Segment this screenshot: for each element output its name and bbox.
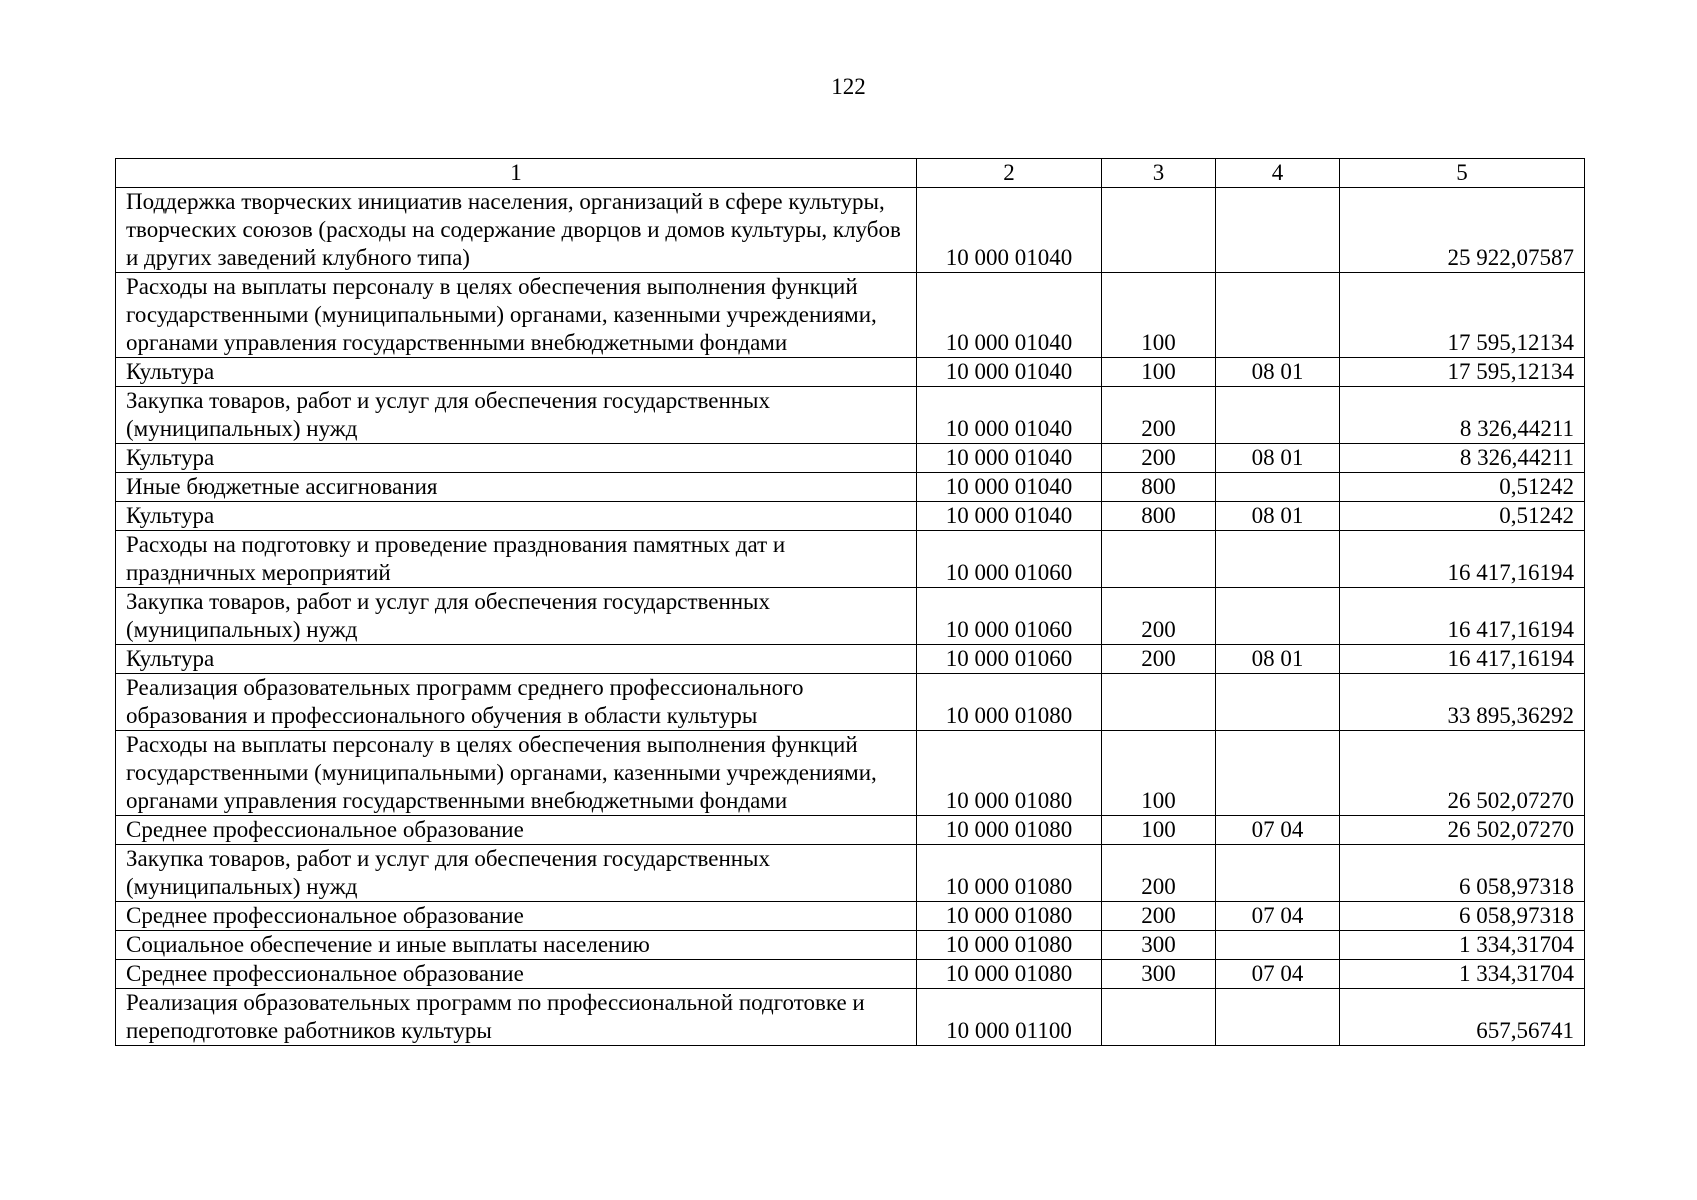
row-target-code: 10 000 01080 xyxy=(917,845,1102,902)
row-name: Расходы на выплаты персоналу в целях обеспечения выполнения функций государственными (муниципальными) органами, казенными учреждениями, органами управления государственными внебюджетными фондами xyxy=(116,731,917,816)
table-row xyxy=(116,674,1585,731)
row-section: 08 01 xyxy=(1216,645,1340,674)
row-amount: 1 334,31704 xyxy=(1340,931,1585,960)
row-amount: 33 895,36292 xyxy=(1340,674,1585,731)
row-expense-type: 200 xyxy=(1102,902,1216,931)
row-section: 07 04 xyxy=(1216,960,1340,989)
row-section xyxy=(1216,387,1340,444)
row-target-code: 10 000 01040 xyxy=(917,358,1102,387)
row-name: Культура xyxy=(116,444,917,473)
row-expense-type: 300 xyxy=(1102,960,1216,989)
budget-table xyxy=(115,158,1585,1046)
row-target-code: 10 000 01080 xyxy=(917,731,1102,816)
table-row xyxy=(116,358,1585,387)
row-name: Среднее профессиональное образование xyxy=(116,960,917,989)
table-row xyxy=(116,387,1585,444)
column-header-5: 5 xyxy=(1340,159,1585,188)
row-amount: 25 922,07587 xyxy=(1340,188,1585,273)
row-name: Расходы на выплаты персоналу в целях обеспечения выполнения функций государственными (муниципальными) органами, казенными учреждениями, органами управления государственными внебюджетными фондами xyxy=(116,273,917,358)
row-expense-type: 100 xyxy=(1102,273,1216,358)
row-target-code: 10 000 01040 xyxy=(917,273,1102,358)
row-amount: 657,56741 xyxy=(1340,989,1585,1046)
row-target-code: 10 000 01040 xyxy=(917,502,1102,531)
table-row xyxy=(116,444,1585,473)
row-expense-type: 200 xyxy=(1102,588,1216,645)
row-name: Социальное обеспечение и иные выплаты населению xyxy=(116,931,917,960)
row-amount: 26 502,07270 xyxy=(1340,816,1585,845)
column-header-1: 1 xyxy=(116,159,917,188)
row-amount: 6 058,97318 xyxy=(1340,845,1585,902)
row-name: Культура xyxy=(116,358,917,387)
row-expense-type: 200 xyxy=(1102,387,1216,444)
row-target-code: 10 000 01060 xyxy=(917,531,1102,588)
row-section xyxy=(1216,188,1340,273)
row-amount: 8 326,44211 xyxy=(1340,387,1585,444)
table-row xyxy=(116,845,1585,902)
row-name: Закупка товаров, работ и услуг для обеспечения государственных (муниципальных) нужд xyxy=(116,387,917,444)
row-amount: 17 595,12134 xyxy=(1340,273,1585,358)
table-row xyxy=(116,960,1585,989)
row-name: Культура xyxy=(116,645,917,674)
table-row xyxy=(116,531,1585,588)
row-target-code: 10 000 01040 xyxy=(917,188,1102,273)
row-amount: 1 334,31704 xyxy=(1340,960,1585,989)
row-expense-type: 800 xyxy=(1102,473,1216,502)
row-target-code: 10 000 01100 xyxy=(917,989,1102,1046)
row-name: Реализация образовательных программ среднего профессионального образования и профессионального обучения в области культуры xyxy=(116,674,917,731)
table-row xyxy=(116,473,1585,502)
row-target-code: 10 000 01040 xyxy=(917,387,1102,444)
row-expense-type xyxy=(1102,989,1216,1046)
row-name: Культура xyxy=(116,502,917,531)
row-target-code: 10 000 01080 xyxy=(917,816,1102,845)
table-header-row xyxy=(116,159,1585,188)
row-amount: 26 502,07270 xyxy=(1340,731,1585,816)
row-expense-type: 100 xyxy=(1102,731,1216,816)
row-target-code: 10 000 01080 xyxy=(917,902,1102,931)
table-row xyxy=(116,188,1585,273)
table-row xyxy=(116,645,1585,674)
row-expense-type: 200 xyxy=(1102,845,1216,902)
row-target-code: 10 000 01060 xyxy=(917,588,1102,645)
row-amount: 16 417,16194 xyxy=(1340,531,1585,588)
table-row xyxy=(116,902,1585,931)
row-section: 07 04 xyxy=(1216,816,1340,845)
row-expense-type: 200 xyxy=(1102,645,1216,674)
row-name: Расходы на подготовку и проведение празднования памятных дат и праздничных мероприятий xyxy=(116,531,917,588)
row-section: 08 01 xyxy=(1216,502,1340,531)
row-amount: 0,51242 xyxy=(1340,502,1585,531)
row-expense-type: 100 xyxy=(1102,358,1216,387)
row-amount: 6 058,97318 xyxy=(1340,902,1585,931)
row-expense-type xyxy=(1102,674,1216,731)
row-amount: 16 417,16194 xyxy=(1340,645,1585,674)
row-amount: 17 595,12134 xyxy=(1340,358,1585,387)
row-target-code: 10 000 01060 xyxy=(917,645,1102,674)
page-number: 122 xyxy=(831,74,866,99)
row-section xyxy=(1216,845,1340,902)
row-section xyxy=(1216,588,1340,645)
table-row xyxy=(116,731,1585,816)
row-section: 07 04 xyxy=(1216,902,1340,931)
row-name: Реализация образовательных программ по профессиональной подготовке и переподготовке работников культуры xyxy=(116,989,917,1046)
table-row xyxy=(116,588,1585,645)
row-section: 08 01 xyxy=(1216,358,1340,387)
row-name: Поддержка творческих инициатив населения, организаций в сфере культуры, творческих союзов (расходы на содержание дворцов и домов культуры, клубов и других заведений клубного типа) xyxy=(116,188,917,273)
row-section: 08 01 xyxy=(1216,444,1340,473)
row-section xyxy=(1216,674,1340,731)
row-target-code: 10 000 01040 xyxy=(917,473,1102,502)
row-section xyxy=(1216,989,1340,1046)
row-expense-type: 100 xyxy=(1102,816,1216,845)
row-name: Закупка товаров, работ и услуг для обеспечения государственных (муниципальных) нужд xyxy=(116,845,917,902)
column-header-4: 4 xyxy=(1216,159,1340,188)
row-section xyxy=(1216,273,1340,358)
row-target-code: 10 000 01080 xyxy=(917,674,1102,731)
row-name: Среднее профессиональное образование xyxy=(116,902,917,931)
row-amount: 8 326,44211 xyxy=(1340,444,1585,473)
row-name: Закупка товаров, работ и услуг для обеспечения государственных (муниципальных) нужд xyxy=(116,588,917,645)
row-expense-type: 200 xyxy=(1102,444,1216,473)
column-header-3: 3 xyxy=(1102,159,1216,188)
row-amount: 16 417,16194 xyxy=(1340,588,1585,645)
row-section xyxy=(1216,931,1340,960)
row-section xyxy=(1216,731,1340,816)
row-amount: 0,51242 xyxy=(1340,473,1585,502)
row-name: Среднее профессиональное образование xyxy=(116,816,917,845)
table-row xyxy=(116,273,1585,358)
row-section xyxy=(1216,473,1340,502)
table-row xyxy=(116,816,1585,845)
row-name: Иные бюджетные ассигнования xyxy=(116,473,917,502)
row-target-code: 10 000 01080 xyxy=(917,960,1102,989)
row-section xyxy=(1216,531,1340,588)
table-row xyxy=(116,502,1585,531)
table-row xyxy=(116,931,1585,960)
row-target-code: 10 000 01080 xyxy=(917,931,1102,960)
row-expense-type xyxy=(1102,531,1216,588)
row-expense-type: 800 xyxy=(1102,502,1216,531)
row-expense-type: 300 xyxy=(1102,931,1216,960)
table-row xyxy=(116,989,1585,1046)
column-header-2: 2 xyxy=(917,159,1102,188)
row-target-code: 10 000 01040 xyxy=(917,444,1102,473)
row-expense-type xyxy=(1102,188,1216,273)
